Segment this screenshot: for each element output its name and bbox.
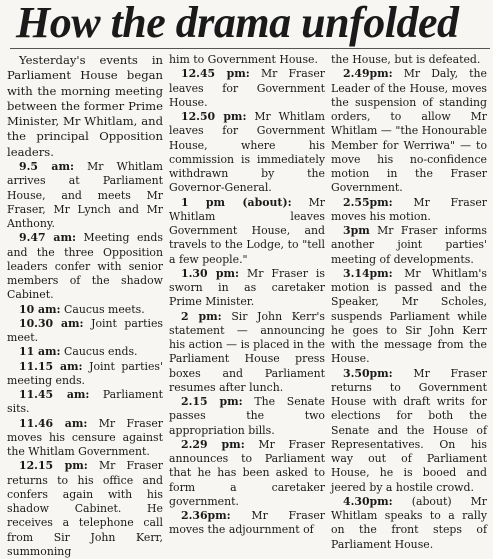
entry-time: 3.14pm: (343, 266, 393, 280)
column-1 (7, 53, 164, 558)
entry-text: the House, but is defeated. (331, 53, 481, 66)
timeline-entry (7, 231, 163, 302)
entry-time: 9.47 am: (19, 231, 76, 245)
entry-time: 2 pm: (181, 309, 222, 323)
entry-time: 10 am: (19, 302, 61, 316)
entry-text: Mr Daly, the Leader of the House, moves the suspension of standing orders, to allow Mr Whitlam — "the Honourable Member for Werriwa" — to move his no-confidence motion in the Fraser Government. (331, 67, 487, 195)
entry-time: 12.45 pm: (181, 67, 250, 81)
entry-text: Mr Fraser moves the adjournment of (169, 509, 325, 537)
entry-text: Mr Whitlam's motion is passed and the Speaker, Mr Scholes, suspends Parliament while he goes to Sir John Kerr with the message from the House. (331, 266, 487, 366)
column-3 (331, 53, 488, 551)
timeline-entry (331, 196, 487, 225)
entry-time: 3.50pm: (343, 366, 393, 380)
entry-text: Mr Fraser returns to Government House with draft writs for elections for both the Senate and the House of Representatives. On his way out of Parliament House, he is booed and jeered by a hostile crowd. (331, 366, 487, 494)
entry-time: 11.46 am: (19, 416, 88, 430)
entry-text: Mr Fraser announces to Parliament that he has been asked to form a caretaker government. (169, 437, 325, 508)
column-2 (169, 53, 325, 537)
entry-time: 12.50 pm: (181, 110, 247, 123)
entry-text: Mr Whitlam leaves for Government House, where his commission is immediately withdrawn by the Governor-General. (169, 110, 325, 195)
timeline-entry (169, 67, 325, 110)
entry-text: Caucus ends. (64, 345, 138, 359)
entry-time: 2.36pm: (181, 509, 231, 522)
entry-time: 2.15 pm: (181, 395, 243, 408)
entry-text: Sir John Kerr's statement — announcing his action — is placed in the Parliament House press boxes and Parliament resumes after lunch. (169, 309, 325, 394)
timeline-entry (169, 110, 325, 196)
timeline-entry (169, 196, 325, 267)
entry-time: 2.29 pm: (181, 437, 245, 451)
entry-text: Meeting ends and the three Opposition leaders confer with senior members of the shadow Cabinet. (7, 231, 163, 302)
timeline-entry (169, 395, 325, 438)
timeline-entry (331, 367, 487, 495)
entry-time: 3pm (343, 224, 370, 237)
timeline-entry (7, 459, 163, 559)
timeline-entry (331, 495, 487, 552)
entry-time: 11.45 am: (19, 388, 90, 402)
timeline-entry (331, 224, 487, 267)
entry-time: 9.5 am: (19, 160, 75, 174)
entry-text: Mr Fraser informs another joint parties' meeting of developments. (331, 224, 487, 266)
entry-time: 1 pm (about): (181, 195, 292, 209)
entry-text: (about) Mr Whitlam speaks to a rally on the front steps of Parliament House. (331, 494, 488, 551)
entry-time: 11.15 am: (19, 359, 83, 373)
entry-time: 10.30 am: (19, 316, 84, 330)
timeline-entry (331, 267, 487, 367)
entry-text: The Senate passes the two appropriation bills. (169, 395, 325, 437)
headline-rule (10, 48, 490, 49)
entry-text: Joint parties meet. (7, 316, 163, 345)
entry-text: Mr Fraser leaves for Government House. (169, 67, 325, 109)
continued-text (331, 53, 487, 67)
entry-text: Yesterday's events in Parliament House began with the morning meeting between the former Prime Minister, Mr Whitlam, and the principal Opposition leaders. (7, 53, 163, 159)
entry-time: 2.49pm: (343, 67, 393, 81)
entry-time: 4.30pm: (343, 494, 393, 508)
entry-time: 2.55pm: (343, 195, 393, 209)
timeline-entry (7, 417, 163, 460)
entry-text: Mr Fraser is sworn in as caretaker Prime Minister. (169, 266, 325, 309)
entry-text: him to Government House. (169, 53, 318, 66)
timeline-entry (331, 67, 487, 195)
entry-time: 12.15 pm: (19, 459, 88, 473)
timeline-entry (169, 509, 325, 538)
intro-paragraph (7, 53, 163, 160)
entry-text: Caucus meets. (64, 302, 145, 316)
entry-time: 1.30 pm: (181, 266, 240, 280)
article-columns (7, 53, 491, 558)
continued-text (169, 53, 325, 67)
entry-text: Mr Fraser returns to his office and confers again with his shadow Cabinet. He receives a telephone call from Sir John Kerr, summoning (7, 459, 163, 558)
timeline-entry (7, 303, 163, 317)
timeline-entry (7, 317, 163, 346)
entry-text: Mr Fraser moves his censure against the Whitlam Government. (7, 416, 163, 459)
timeline-entry (7, 345, 163, 359)
entry-text: Mr Whitlam arrives at Parliament House, and meets Mr Fraser, Mr Lynch and Mr Anthony. (7, 160, 163, 231)
timeline-entry (169, 310, 325, 396)
timeline-entry (7, 360, 163, 389)
timeline-entry (169, 267, 325, 310)
entry-text: Mr Whitlam leaves Government House, and travels to the Lodge, to "tell a few people." (169, 195, 325, 266)
timeline-entry (169, 438, 325, 509)
entry-text: Parliament sits. (7, 388, 164, 416)
headline: How the drama unfolded (16, 0, 459, 47)
entry-text: Joint parties' meeting ends. (7, 359, 163, 387)
timeline-entry (7, 388, 163, 417)
entry-time: 11 am: (19, 345, 61, 359)
entry-text: Mr Fraser moves his motion. (331, 195, 487, 223)
timeline-entry (7, 160, 163, 231)
